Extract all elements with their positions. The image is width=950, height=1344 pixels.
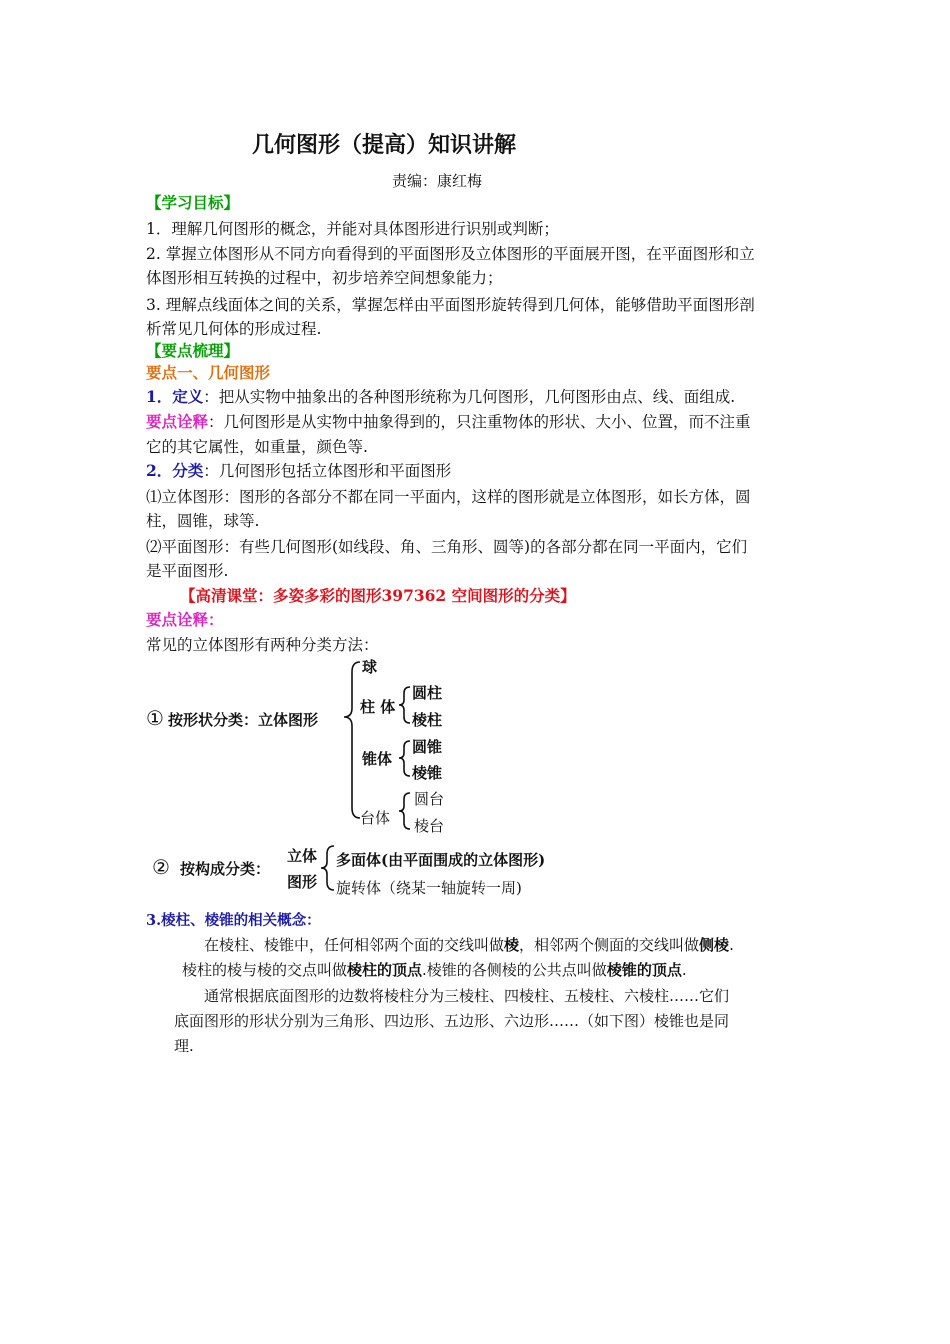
note-text-1: ：几何图形是从实物中抽象得到的，只注重物体的形状、大小、位置，而不注重 xyxy=(208,413,751,431)
cone-group-label: 锥体 xyxy=(362,750,393,768)
definition-label: 1．定义 xyxy=(146,387,204,406)
ball-label: 球 xyxy=(362,658,378,676)
definition-text: ：把从实物中抽象出的各种图形统称为几何图形，几何图形由点、线、面组成. xyxy=(203,388,736,406)
section3-para1 xyxy=(204,934,734,956)
p2-text-a: 棱柱的棱与棱的交点叫做 xyxy=(182,961,348,979)
goal-line-1: 1．理解几何图形的概念，并能对具体图形进行识别或判断； xyxy=(146,220,559,238)
p2-text-e: . xyxy=(681,961,687,979)
revolution-label: 旋转体（绕某一轴旋转一周) xyxy=(336,879,522,897)
goal-line-3: 体图形相互转换的过程中，初步培养空间想象能力； xyxy=(146,269,503,287)
cone-brace xyxy=(399,741,410,776)
pyramid-label: 棱锥 xyxy=(412,764,443,782)
goal-line-2: 2. 掌握立体图形从不同方向看得到的平面图形及立体图形的平面展开图，在平面图形和立 xyxy=(146,245,755,263)
frustum-brace xyxy=(399,793,410,829)
section3-para2 xyxy=(182,959,687,981)
p2-text-c: .棱锥的各侧棱的公共点叫做 xyxy=(422,961,607,979)
frustum-prism-label: 棱台 xyxy=(414,817,445,835)
cone-label: 圆锥 xyxy=(412,738,443,756)
frustum-group-label: 台体 xyxy=(360,809,391,827)
hd-class-link[interactable]: 【高清课堂：多姿多彩的图形397362 空间图形的分类】 xyxy=(180,586,576,605)
polyhedron-label: 多面体(由平面围成的立体图形) xyxy=(336,851,546,869)
classification-text: ：几何图形包括立体图形和平面图形 xyxy=(203,462,452,480)
main-brace xyxy=(344,662,360,818)
section3-para3-line2: 底面图形的形状分别为三角形、四边形、五边形、六边形……（如下图）棱锥也是同 xyxy=(174,1012,730,1030)
p1-text-a: 在棱柱、棱锥中，任何相邻两个面的交线叫做 xyxy=(204,936,505,954)
term-pyramid-vertex: 棱锥的顶点 xyxy=(606,961,682,979)
goal-line-5: 析常见几何体的形成过程. xyxy=(146,320,322,338)
prism-label: 棱柱 xyxy=(412,711,443,729)
solid-line-1: ⑴立体图形：图形的各部分不都在同一平面内，这样的图形就是立体图形，如长方体，圆 xyxy=(146,488,751,506)
method1-number: ① xyxy=(146,706,164,730)
p1-text-c: ，相邻两个侧面的交线叫做 xyxy=(519,936,700,954)
frustum-round-label: 圆台 xyxy=(414,790,445,808)
solid-line-2: 柱，圆锥，球等. xyxy=(146,512,260,530)
term-edge: 棱 xyxy=(504,936,520,954)
section3-para3-line3: 理. xyxy=(174,1037,194,1055)
note-line-2: 它的其它属性，如重量，颜色等. xyxy=(146,438,368,456)
common-methods: 常见的立体图形有两种分类方法： xyxy=(146,636,379,654)
term-prism-vertex: 棱柱的顶点 xyxy=(347,961,423,979)
plane-line-2: 是平面图形. xyxy=(146,562,229,580)
p1-text-e: . xyxy=(729,936,734,954)
column-label: 柱 体 xyxy=(360,698,396,716)
method2-number: ② xyxy=(152,855,170,879)
goal-line-4: 3. 理解点线面体之间的关系，掌握怎样由平面图形旋转得到几何体，能够借助平面图形剖 xyxy=(146,296,755,314)
note-label: 要点诠释 xyxy=(146,412,209,431)
section3-para3-line1: 通常根据底面图形的边数将棱柱分为三棱柱、四棱柱、五棱柱、六棱柱……它们 xyxy=(204,987,730,1005)
page-title: 几何图形（提高）知识讲解 xyxy=(252,132,517,158)
solid-label-a: 立体 xyxy=(287,847,318,865)
composition-brace xyxy=(321,846,334,890)
classification-label: 2．分类 xyxy=(146,461,204,480)
points-heading: 【要点梳理】 xyxy=(146,341,240,360)
column-brace xyxy=(399,687,410,723)
solid-label-b: 图形 xyxy=(287,873,318,891)
editor-credit: 责编：康红梅 xyxy=(392,172,483,190)
note2-label: 要点诠释： xyxy=(146,610,224,629)
method2-label: 按构成分类： xyxy=(180,860,271,878)
term-lateral-edge: 侧棱 xyxy=(699,936,730,954)
goals-heading: 【学习目标】 xyxy=(146,193,240,212)
section3-heading: 3.棱柱、棱锥的相关概念： xyxy=(146,912,321,929)
cylinder-label: 圆柱 xyxy=(412,684,443,702)
plane-line-1: ⑵平面图形：有些几何图形(如线段、角、三角形、圆等)的各部分都在同一平面内，它们 xyxy=(146,538,748,556)
method1-label: 按形状分类：立体图形 xyxy=(168,711,319,729)
point1-heading: 要点一、几何图形 xyxy=(146,363,271,382)
